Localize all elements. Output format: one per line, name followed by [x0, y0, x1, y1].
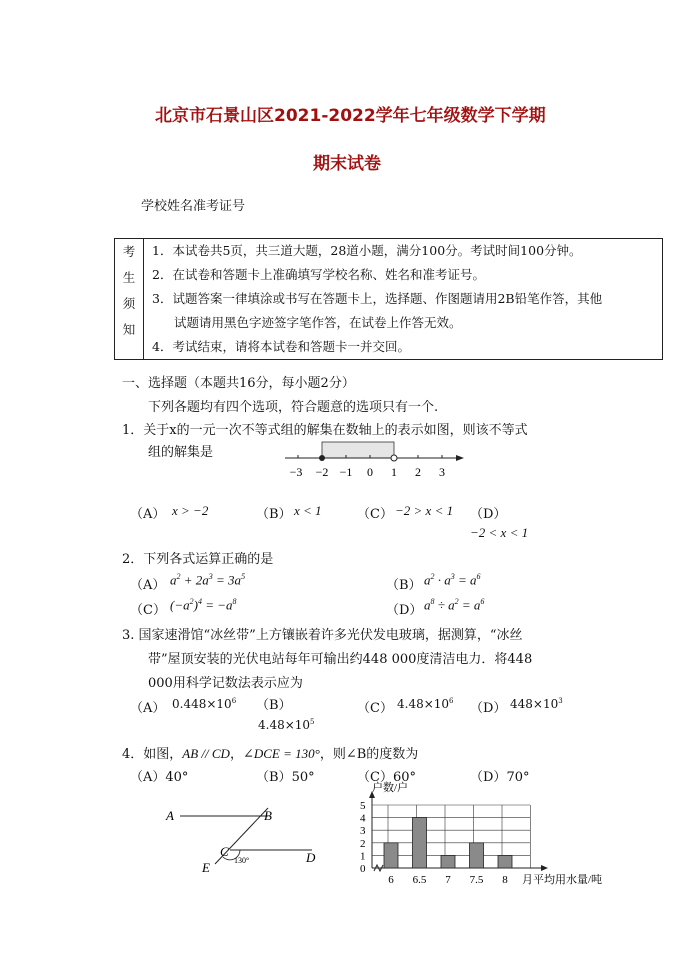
notice-item: 试题请用黑色字迹签字笔作答，在试卷上作答无效。: [174, 315, 462, 330]
q4-option-b: （B）50°: [256, 770, 315, 785]
q1-option-c: −2 > x < 1: [395, 503, 454, 518]
notice-item: 3．试题答案一律填涂或书写在答题卡上，选择题、作图题请用2B铅笔作答，其他: [152, 291, 603, 306]
x-tick-label: 8: [502, 874, 508, 886]
section-heading: 一、选择题（本题共16分，每小题2分）: [122, 376, 355, 391]
student-info: 学校姓名准考证号: [141, 199, 246, 214]
title-line1: 北京市石景山区2021-2022学年七年级数学下学期: [155, 106, 546, 126]
q3-option-b-label: （B）: [256, 698, 292, 713]
bar: [498, 855, 512, 868]
y-tick-label: 2: [360, 837, 366, 850]
q3-option-d-label: （D）: [470, 701, 507, 716]
x-tick-label: 6.5: [412, 874, 427, 886]
arrow-right-icon: [456, 455, 464, 461]
tick-label: −2: [315, 465, 329, 479]
y-tick-label: 3: [360, 825, 366, 838]
bar: [470, 843, 484, 868]
axis-break-mark: [374, 865, 383, 871]
open-endpoint: [391, 455, 397, 461]
q2-option-b-label: （B）: [386, 578, 422, 593]
point-label-e: E: [202, 860, 210, 875]
q3-line1: 3. 国家速滑馆“冰丝带”上方镶嵌着许多光伏发电玻璃，据测算，“冰丝: [122, 628, 523, 643]
q1-option-a: x > −2: [172, 503, 209, 518]
y-axis-label: 户数/户: [372, 782, 409, 794]
water-usage-bar-chart: [356, 780, 616, 890]
tick-label: 1: [391, 465, 397, 479]
q3-option-a: $0.448\times 10^6$: [172, 697, 237, 711]
y-tick-label: 1: [360, 850, 366, 863]
q1-line1: 1．关于x的一元一次不等式组的解集在数轴上的表示如图，则该不等式: [122, 423, 528, 438]
notice-items: [144, 239, 663, 360]
y-tick-label: 0: [360, 863, 366, 875]
notice-item: 1．本试卷共5页，共三道大题，28道小题，满分100分。考试时间100分钟。: [152, 243, 582, 258]
q3-option-b: $4.48\times 10^5$: [258, 718, 315, 732]
parallel-lines-figure: [160, 800, 330, 880]
x-tick-label: 7: [445, 874, 451, 886]
notice-side-char: 生: [122, 270, 136, 285]
q1-option-d-label: （D）: [470, 507, 507, 522]
x-axis-label: 月平均用水量/吨: [522, 874, 603, 886]
notice-box: [114, 238, 663, 360]
q2-option-c-label: （C）: [130, 603, 166, 618]
q2-option-b: $a^2 \cdot a^3 = a^6$: [424, 572, 481, 588]
solution-range-box: [322, 442, 394, 458]
title-line2: 期末试卷: [313, 154, 381, 174]
q2-option-a: $a^2 + 2a^3 = 3a^5$: [170, 572, 246, 588]
tick-label: 2: [415, 465, 421, 479]
point-label-a: A: [166, 808, 174, 823]
q1-option-a-label: （A）: [130, 507, 166, 522]
q1-line2: 组的解集是: [148, 445, 214, 460]
tick-label: −3: [289, 465, 303, 479]
point-label-d: D: [306, 850, 316, 865]
number-line-figure: [280, 436, 470, 486]
q2-option-c: $(-a^2)^4 = -a^8$: [170, 597, 237, 613]
q4-option-c: （C）60°: [357, 770, 416, 785]
x-axis-arrow-icon: [541, 865, 548, 871]
tick-label: 0: [367, 465, 373, 479]
q1-option-b: x < 1: [294, 503, 322, 518]
angle-label: 130°: [234, 856, 250, 865]
bar: [384, 843, 398, 868]
tick-label: 3: [439, 465, 445, 479]
notice-item: 4．考试结束，请将本试卷和答题卡一并交回。: [152, 339, 410, 354]
q2-stem: 2．下列各式运算正确的是: [122, 552, 274, 567]
point-label-c: C: [220, 844, 229, 859]
q1-option-b-label: （B）: [256, 507, 292, 522]
q4-option-d: （D）70°: [470, 770, 530, 785]
q2-option-a-label: （A）: [130, 578, 166, 593]
x-tick-label: 6: [388, 874, 394, 886]
x-tick-label: 7.5: [469, 874, 484, 886]
q4-option-a: （A）40°: [130, 770, 189, 785]
q3-line2: 带”屋顶安装的光伏电站每年可输出约448 000度清洁电力．将448: [148, 652, 533, 667]
bar: [413, 818, 427, 868]
notice-side-char: 知: [122, 322, 136, 337]
notice-side-char: 须: [122, 296, 136, 311]
q2-option-d-label: （D）: [386, 603, 423, 618]
q1-option-c-label: （C）: [357, 507, 393, 522]
q1-option-d: −2 < x < 1: [470, 525, 529, 540]
q3-option-c: $4.48\times 10^6$: [397, 697, 454, 711]
notice-side-char: 考: [122, 244, 136, 259]
q3-option-d: $448\times 10^3$: [510, 697, 563, 711]
y-tick-label: 4: [360, 812, 366, 825]
q4-stem: 4．如图，AB // CD，∠DCE = 130°，则∠B的度数为: [122, 746, 419, 762]
tick-label: −1: [339, 465, 353, 479]
notice-side-label: [115, 239, 144, 360]
point-label-b: B: [264, 808, 272, 823]
section-instruction: 下列各题均有四个选项，符合题意的选项只有一个.: [148, 400, 439, 415]
y-tick-label: 5: [360, 800, 366, 812]
q3-line3: 000用科学记数法表示应为: [148, 676, 303, 691]
q3-option-a-label: （A）: [130, 701, 166, 716]
bar: [441, 855, 455, 868]
q2-option-d: $a^8 \div a^2 = a^6$: [424, 597, 485, 613]
closed-endpoint: [319, 455, 325, 461]
q3-option-c-label: （C）: [357, 701, 393, 716]
notice-item: 2．在试卷和答题卡上准确填写学校名称、姓名和准考证号。: [152, 267, 485, 282]
